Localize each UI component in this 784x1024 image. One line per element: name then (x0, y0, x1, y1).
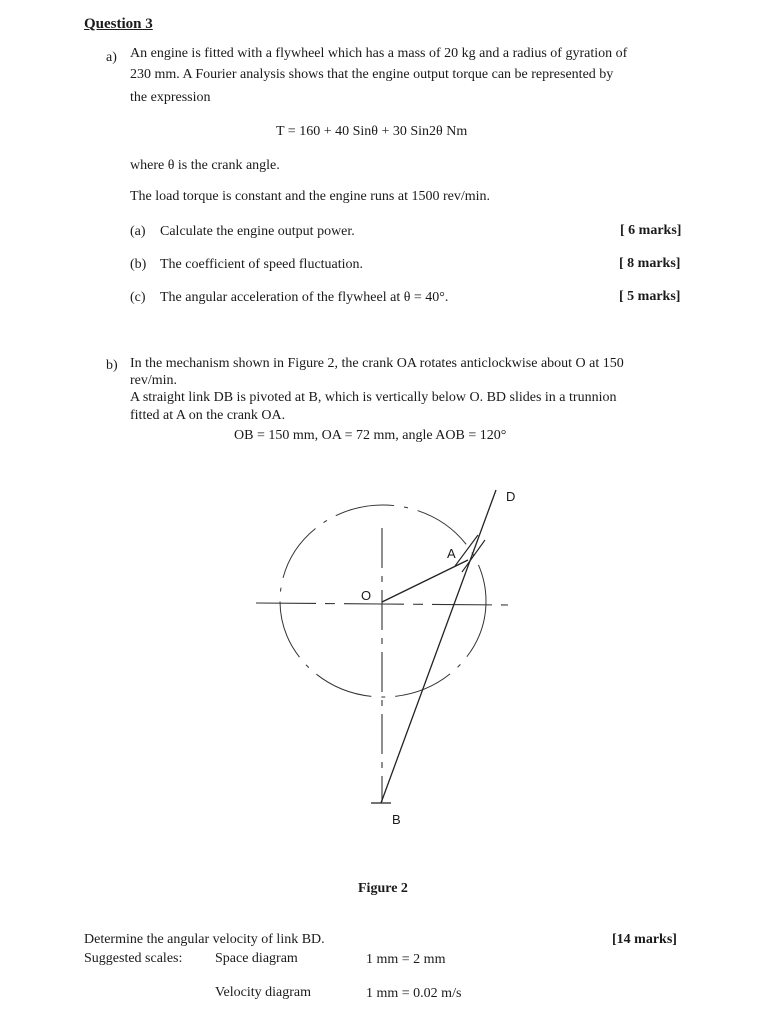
subpart-c-label: (c) (130, 290, 146, 305)
part-b-line4: fitted at A on the crank OA. (130, 408, 286, 423)
velocity-diagram-label: Velocity diagram (215, 985, 312, 1000)
velocity-diagram-scale: 1 mm = 0.02 m/s (366, 986, 462, 1001)
space-diagram-scale: 1 mm = 2 mm (366, 952, 446, 967)
part-a-line3: the expression (130, 90, 211, 105)
part-a-line1: An engine is fitted with a flywheel which has a mass of 20 kg and a radius of gyration of (130, 46, 628, 61)
crank-oa (382, 560, 468, 602)
subpart-c-marks: [ 5 marks] (619, 289, 681, 304)
task-marks: [14 marks] (612, 932, 677, 947)
label-d: D (506, 489, 516, 504)
part-b-line2: rev/min. (130, 373, 178, 388)
part-b-label: b) (106, 358, 118, 373)
subpart-b-marks: [ 8 marks] (619, 256, 681, 271)
subpart-b-label: (b) (130, 257, 147, 272)
part-b-line1: In the mechanism shown in Figure 2, the crank OA rotates anticlockwise about O at 150 (130, 356, 624, 371)
subpart-a-marks: [ 6 marks] (620, 223, 682, 238)
part-a-label: a) (106, 50, 117, 65)
subpart-c-text: The angular acceleration of the flywheel at θ = 40°. (160, 290, 449, 305)
subpart-a-label: (a) (130, 224, 146, 239)
part-a-line2: 230 mm. A Fourier analysis shows that the engine output torque can be represented by (130, 67, 614, 82)
question-title: Question 3 (84, 16, 153, 32)
subpart-b-text: The coefficient of speed fluctuation. (160, 257, 364, 272)
where-text: where θ is the crank angle. (130, 158, 280, 173)
load-text: The load torque is constant and the engine runs at 1500 rev/min. (130, 189, 491, 204)
trunnion-line-2 (462, 540, 485, 572)
subpart-a-text: Calculate the engine output power. (160, 224, 355, 239)
label-o: O (361, 588, 372, 603)
torque-equation: T = 160 + 40 Sinθ + 30 Sin2θ Nm (276, 124, 468, 139)
scales-label: Suggested scales: (84, 951, 183, 966)
determine-text: Determine the angular velocity of link BD. (84, 932, 325, 947)
part-b-line3: A straight link DB is pivoted at B, which is vertically below O. BD slides in a trunnion (130, 390, 617, 405)
figure-caption: Figure 2 (358, 881, 408, 896)
label-b: B (392, 812, 401, 827)
space-diagram-label: Space diagram (215, 951, 298, 966)
link-bd (381, 490, 496, 803)
dimensions-text: OB = 150 mm, OA = 72 mm, angle AOB = 120° (234, 428, 507, 443)
label-a: A (447, 546, 456, 561)
